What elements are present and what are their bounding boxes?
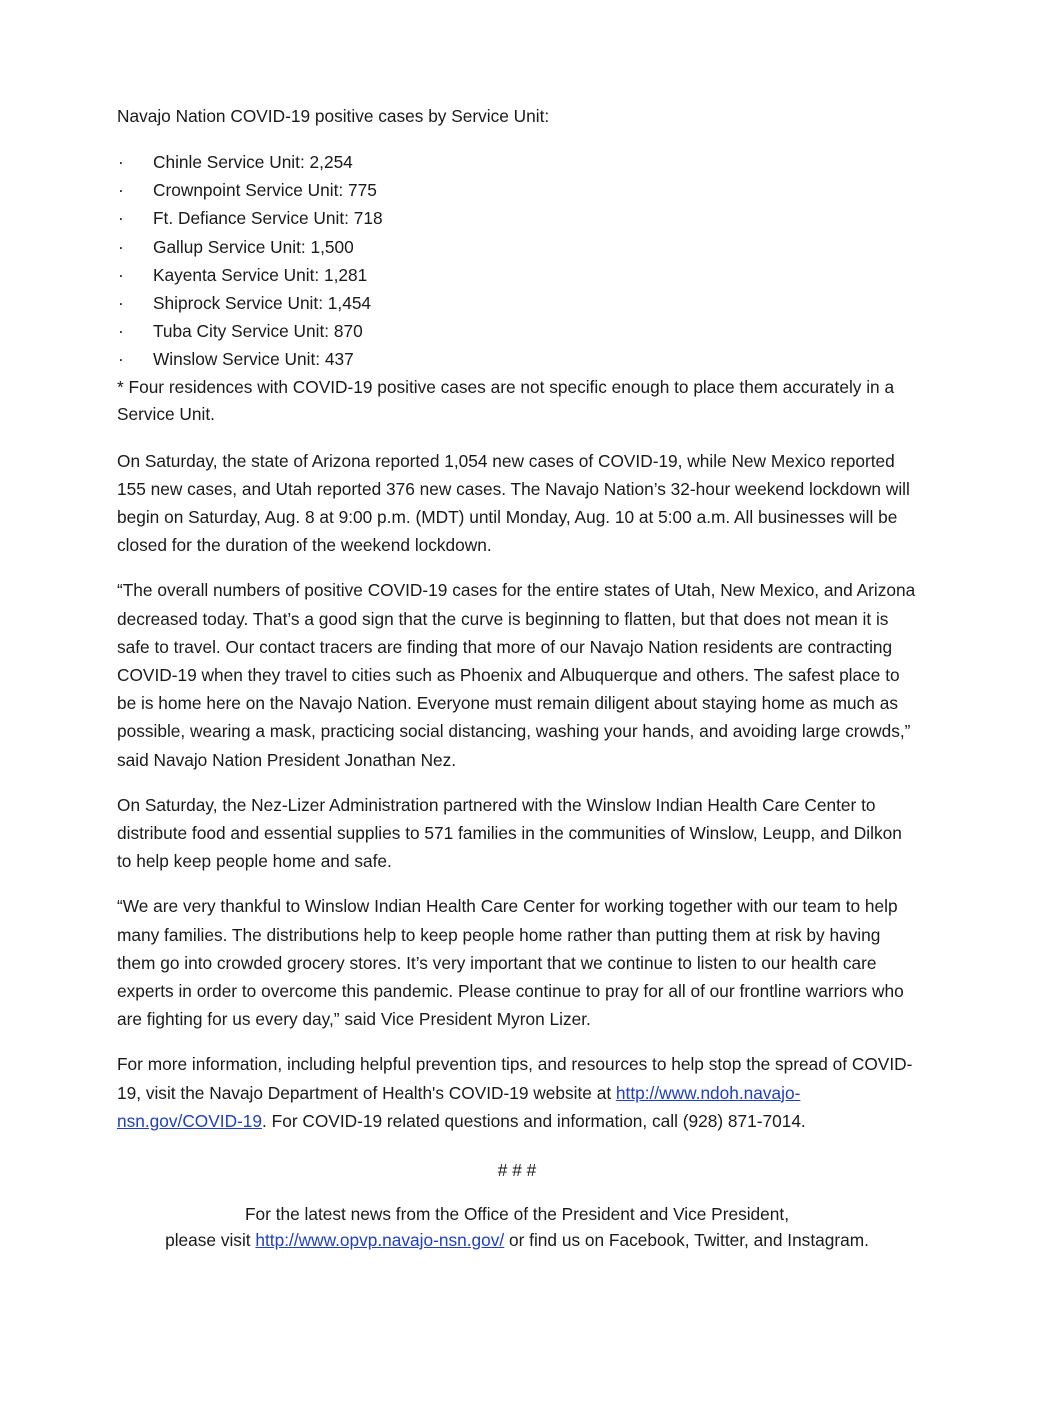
end-separator: # # # xyxy=(497,1159,537,1180)
list-item xyxy=(117,204,917,232)
paragraph-vice-president-quote: “We are very thankful to Winslow Indian Health Care Center for working together with our team to help many families. The distributions help to keep people home rather than putting them at risk by having them go into crowded grocery stores. It’s very important that we continue to listen to our health care experts in order to overcome this pandemic. Please continue to pray for all of our frontline warriors who are fighting for us every day,” said Vice President Myron Lizer. xyxy=(117,896,904,1030)
service-unit-list xyxy=(117,148,917,374)
ndoh-website-link[interactable]: http://www.ndoh.navajo-nsn.gov/COVID-19 xyxy=(117,1082,801,1131)
service-unit-entry: Tuba City Service Unit: 870 xyxy=(153,321,363,342)
paragraph-distribution: On Saturday, the Nez-Lizer Administration partnered with the Winslow Indian Health Care Center to distribute food and essential supplies to 571 families in the communities of Winslow, Leupp, and Dilkon to help keep people home and safe. xyxy=(117,794,902,872)
service-unit-entry: Ft. Defiance Service Unit: 718 xyxy=(153,208,383,229)
more-info-contact-text: . For COVID-19 related questions and information, call (928) 871-7014. xyxy=(262,1110,806,1131)
service-unit-entry: Kayenta Service Unit: 1,281 xyxy=(153,264,368,285)
service-unit-entry: Gallup Service Unit: 1,500 xyxy=(153,236,354,257)
paragraph-president-quote: “The overall numbers of positive COVID-19 cases for the entire states of Utah, New Mexico, and Arizona decreased today. That’s a good sign that the curve is beginning to flatten, but that does not mean it is safe to travel. Our contact tracers are finding that more of our Navajo Nation residents are contracting COVID-19 when they travel to cities such as Phoenix and Albuquerque and others. The safest place to be is home here on the Navajo Nation. Everyone must remain diligent about staying home as much as possible, wearing a mask, practicing social distancing, washing your hands, and avoiding large crowds,” said Navajo Nation President Jonathan Nez. xyxy=(117,580,916,770)
bullet: · xyxy=(118,264,124,285)
footer-text: please visit xyxy=(165,1229,256,1250)
paragraph-state-cases: On Saturday, the state of Arizona reported 1,054 new cases of COVID-19, while New Mexico reported 155 new cases, and Utah reported 376 new cases. The Navajo Nation’s 32-hour weekend lockdown will begin on Saturday, Aug. 8 at 9:00 p.m. (MDT) until Monday, Aug. 10 at 5:00 a.m. All businesses will be closed for the duration of the weekend lockdown. xyxy=(117,450,910,556)
list-item xyxy=(117,289,917,317)
bullet: · xyxy=(118,180,124,201)
bullet: · xyxy=(118,152,124,172)
list-item xyxy=(117,148,917,176)
list-item xyxy=(117,233,917,261)
list-item xyxy=(117,345,917,373)
footer-social-text: or find us on Facebook, Twitter, and Instagram. xyxy=(504,1229,869,1250)
footnote: * Four residences with COVID-19 positive cases are not specific enough to place them accurately in a Service Unit. xyxy=(117,376,895,424)
footer xyxy=(117,1201,917,1253)
more-info-text: For more information, including helpful prevention tips, and resources to help stop the spread of COVID-19, visit the Navajo Department of Health's COVID-19 website at xyxy=(117,1054,913,1103)
bullet: · xyxy=(118,236,124,257)
bullet: · xyxy=(118,292,124,313)
opvp-website-link[interactable]: http://www.opvp.navajo-nsn.gov/ xyxy=(255,1229,505,1250)
footer-line-2 xyxy=(117,1227,917,1253)
press-release-body xyxy=(117,103,917,1253)
bullet: · xyxy=(118,349,124,370)
list-item xyxy=(117,317,917,345)
list-item xyxy=(117,176,917,204)
paragraph-more-information xyxy=(117,1050,917,1135)
service-unit-entry: Shiprock Service Unit: 1,454 xyxy=(153,292,372,313)
bullet: · xyxy=(118,208,124,229)
bullet: · xyxy=(118,321,124,342)
footer-line-1: For the latest news from the Office of the President and Vice President, xyxy=(244,1203,789,1224)
service-unit-entry: Winslow Service Unit: 437 xyxy=(153,349,354,370)
list-item xyxy=(117,261,917,289)
service-unit-entry: Crownpoint Service Unit: 775 xyxy=(153,180,377,201)
cases-heading: Navajo Nation COVID-19 positive cases by Service Unit: xyxy=(117,106,550,126)
service-unit-entry: Chinle Service Unit: 2,254 xyxy=(153,152,353,172)
